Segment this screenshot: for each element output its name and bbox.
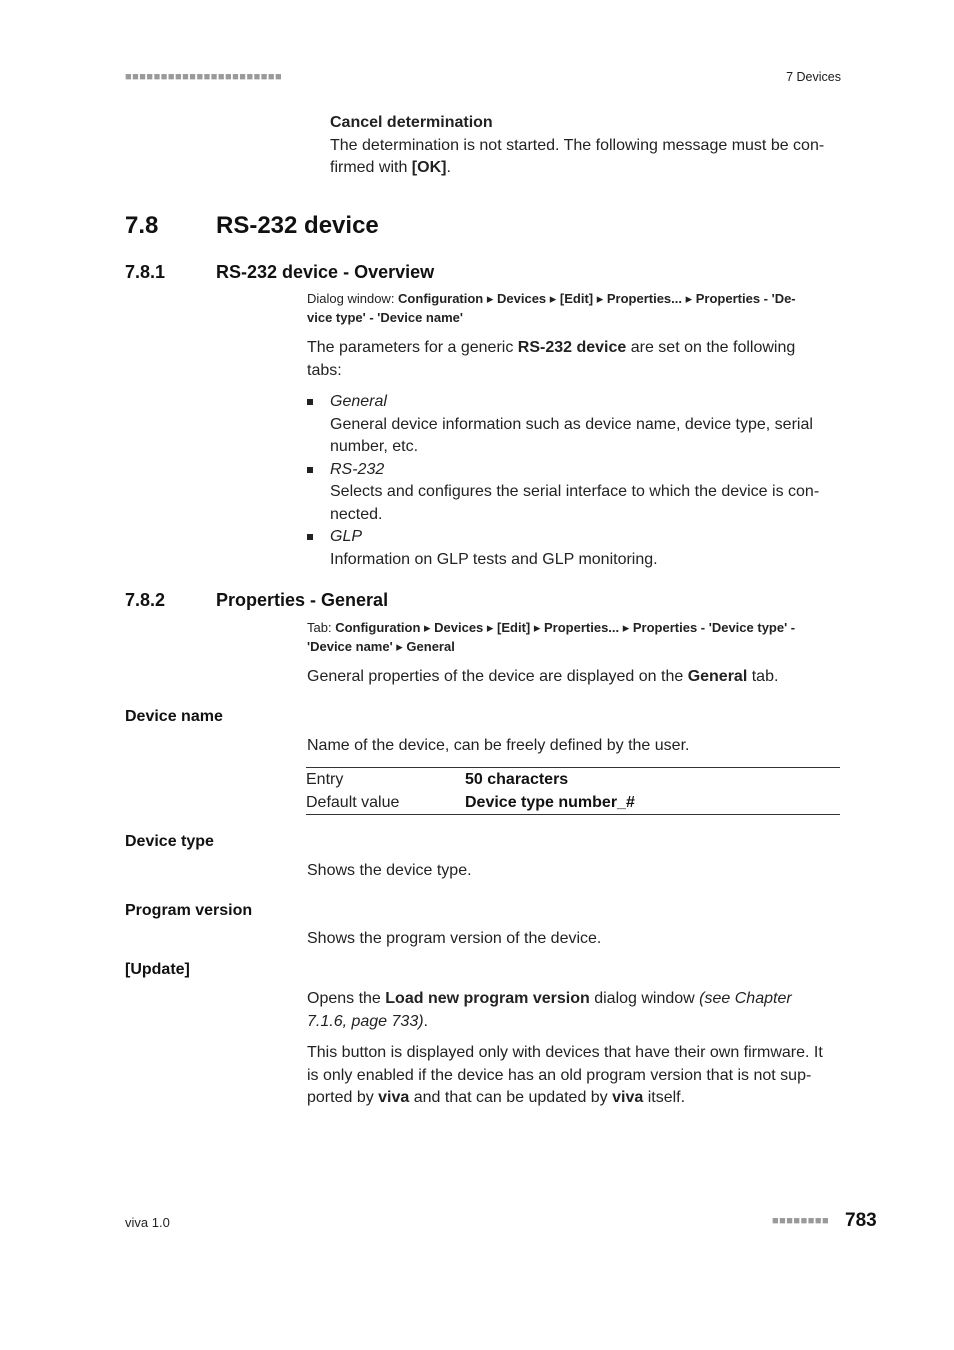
- device-name-description: Name of the device, can be freely defined by the user.: [307, 737, 690, 754]
- header-chapter: 7 Devices: [786, 70, 841, 84]
- tab-list: [307, 391, 840, 571]
- cancel-text-line-1: The determination is not started. The following message must be con-: [330, 136, 825, 154]
- update-heading: [Update]: [125, 961, 190, 978]
- list-item: General General device information such as device name, device type, serial number, etc.: [307, 391, 840, 459]
- table-row: Default value Device type number_#: [306, 793, 635, 811]
- list-item: GLP Information on GLP tests and GLP monitoring.: [307, 526, 840, 571]
- overview-title: RS-232 device - Overview: [216, 262, 435, 282]
- cancel-determination-block: [330, 112, 840, 180]
- section-heading: [125, 212, 379, 240]
- section-title: RS-232 device: [216, 212, 379, 239]
- overview-intro: The parameters for a generic RS-232 device are set on the following tabs:: [307, 339, 796, 379]
- general-title: Properties - General: [216, 590, 389, 610]
- section-number: 7.8: [125, 212, 159, 239]
- device-type-heading: Device type: [125, 833, 214, 850]
- header-decoration: ■■■■■■■■■■■■■■■■■■■■■■: [125, 71, 283, 83]
- overview-heading: [125, 262, 434, 283]
- overview-number: 7.8.1: [125, 262, 166, 282]
- list-item: RS-232 Selects and configures the serial interface to which the device is con- nected.: [307, 459, 840, 527]
- bullet-icon: [307, 467, 313, 473]
- overview-navigation-path: Dialog window: Configuration ▸ Devices ▸ [Edit] ▸ Properties... ▸ Properties - 'De- vice type' - 'Device name': [307, 291, 796, 325]
- bullet-icon: [307, 534, 313, 540]
- general-navigation-path: Tab: Configuration ▸ Devices ▸ [Edit] ▸ Properties... ▸ Properties - 'Device type' - 'Device name' ▸ General: [307, 620, 796, 654]
- cancel-text-line-2: firmed with [OK].: [330, 159, 451, 176]
- general-intro: General properties of the device are displayed on the General tab.: [307, 668, 779, 685]
- general-heading: [125, 590, 388, 611]
- table-row: Entry 50 characters: [306, 770, 569, 788]
- update-paragraph-1: Opens the Load new program version dialog window (see Chapter 7.1.6, page 733).: [307, 990, 792, 1030]
- footer-decoration: ■■■■■■■■: [772, 1215, 830, 1227]
- device-type-description: Shows the device type.: [307, 862, 472, 879]
- cancel-title: Cancel determination: [330, 114, 493, 131]
- program-version-description: Shows the program version of the device.: [307, 930, 602, 947]
- update-paragraph-2: This button is displayed only with devices that have their own firmware. It is only enabled if the device has an old program version that is not sup- ported by viva and that can be updated by viva itself.: [307, 1044, 823, 1106]
- bullet-icon: [307, 399, 313, 405]
- page-number: 783: [845, 1210, 877, 1231]
- general-number: 7.8.2: [125, 590, 166, 610]
- footer-product: viva 1.0: [125, 1215, 170, 1230]
- device-name-heading: Device name: [125, 708, 223, 725]
- device-name-properties-table: [306, 767, 840, 815]
- program-version-heading: Program version: [125, 902, 253, 919]
